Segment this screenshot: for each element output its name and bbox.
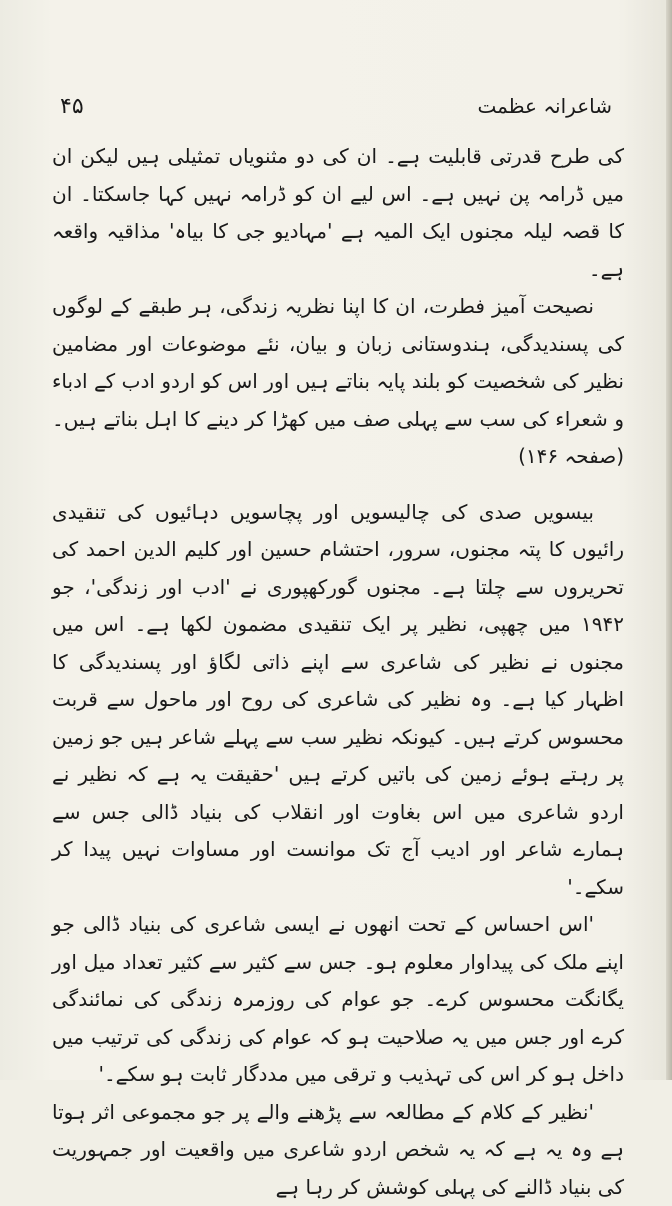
running-title: شاعرانہ عظمت <box>477 94 612 118</box>
paragraph: بیسویں صدی کی چالیسویں اور پچاسویں دہائیوں کی تنقیدی رائیوں کا پتہ مجنوں، سرور، احتشام حسین اور کلیم الدین احمد کی تحریروں سے چلتا ہے۔ مجنوں گورکھپوری نے 'ادب اور زندگی'، جو ۱۹۴۲ میں چھپی، نظیر پر ایک تنقیدی مضمون لکھا ہے۔ اس میں مجنوں نے نظیر کی شاعری سے اپنے ذاتی لگاؤ اور پسندیدگی کا اظہار کیا ہے۔ وہ نظیر کی شاعری کی روح اور ماحول سے قربت محسوس کرتے ہیں۔ کیونکہ نظیر سب سے پہلے شاعر ہیں جو زمین پر رہتے ہوئے زمین کی باتیں کرتے ہیں 'حقیقت یہ ہے کہ نظیر نے اردو شاعری میں اس بغاوت اور انقلاب کی بنیاد ڈالی جس سے ہمارے شاعر اور ادیب آج تک موانست اور مساوات نہیں پیدا کر سکے۔' <box>52 494 624 907</box>
page-header <box>60 90 612 130</box>
quote-paragraph: 'نظیر کے کلام کے مطالعہ سے پڑھنے والے پر جو مجموعی اثر ہوتا ہے وہ یہ ہے کہ یہ شخص اردو شاعری میں واقعیت اور جمہوریت کی بنیاد ڈالنے کی پہلی کوشش کر رہا ہے <box>52 1094 624 1206</box>
paragraph: کی طرح قدرتی قابلیت ہے۔ ان کی دو مثنویاں تمثیلی ہیں لیکن ان میں ڈرامہ پن نہیں ہے۔ اس لیے ان کو ڈرامہ نہیں کہا جاسکتا۔ ان کا قصہ لیلہ مجنوں ایک المیہ ہے 'مہادیو جی کا بیاہ' مذاقیہ واقعہ ہے۔ <box>52 138 624 288</box>
quote-paragraph: 'اس احساس کے تحت انھوں نے ایسی شاعری کی بنیاد ڈالی جو اپنے ملک کی پیداوار معلوم ہو۔ جس سے کثیر سے کثیر تعداد میل اور یگانگت محسوس کرے۔ جو عوام کی روزمرہ زندگی کی نمائندگی کرے اور جس میں یہ صلاحیت ہو کہ عوام کی زندگی کی ترتیب میں داخل ہو کر اس کی تہذیب و ترقی میں مددگار ثابت ہو سکے۔' <box>52 906 624 1094</box>
paragraph: نصیحت آمیز فطرت، ان کا اپنا نظریہ زندگی، ہر طبقے کے لوگوں کی پسندیدگی، ہندوستانی زبان و بیان، نئے موضوعات اور مضامین نظیر کی شخصیت کو بلند پایہ بناتے ہیں اور اس کو اردو ادب کے ادباء و شعراء کی سب سے پہلی صف میں کھڑا کر دینے کا اہل بناتے ہیں۔ (صفحہ ۱۴۶) <box>52 288 624 476</box>
body-text <box>52 138 624 1206</box>
page-number: ۴۵ <box>60 94 84 119</box>
page-edge <box>666 0 672 1080</box>
